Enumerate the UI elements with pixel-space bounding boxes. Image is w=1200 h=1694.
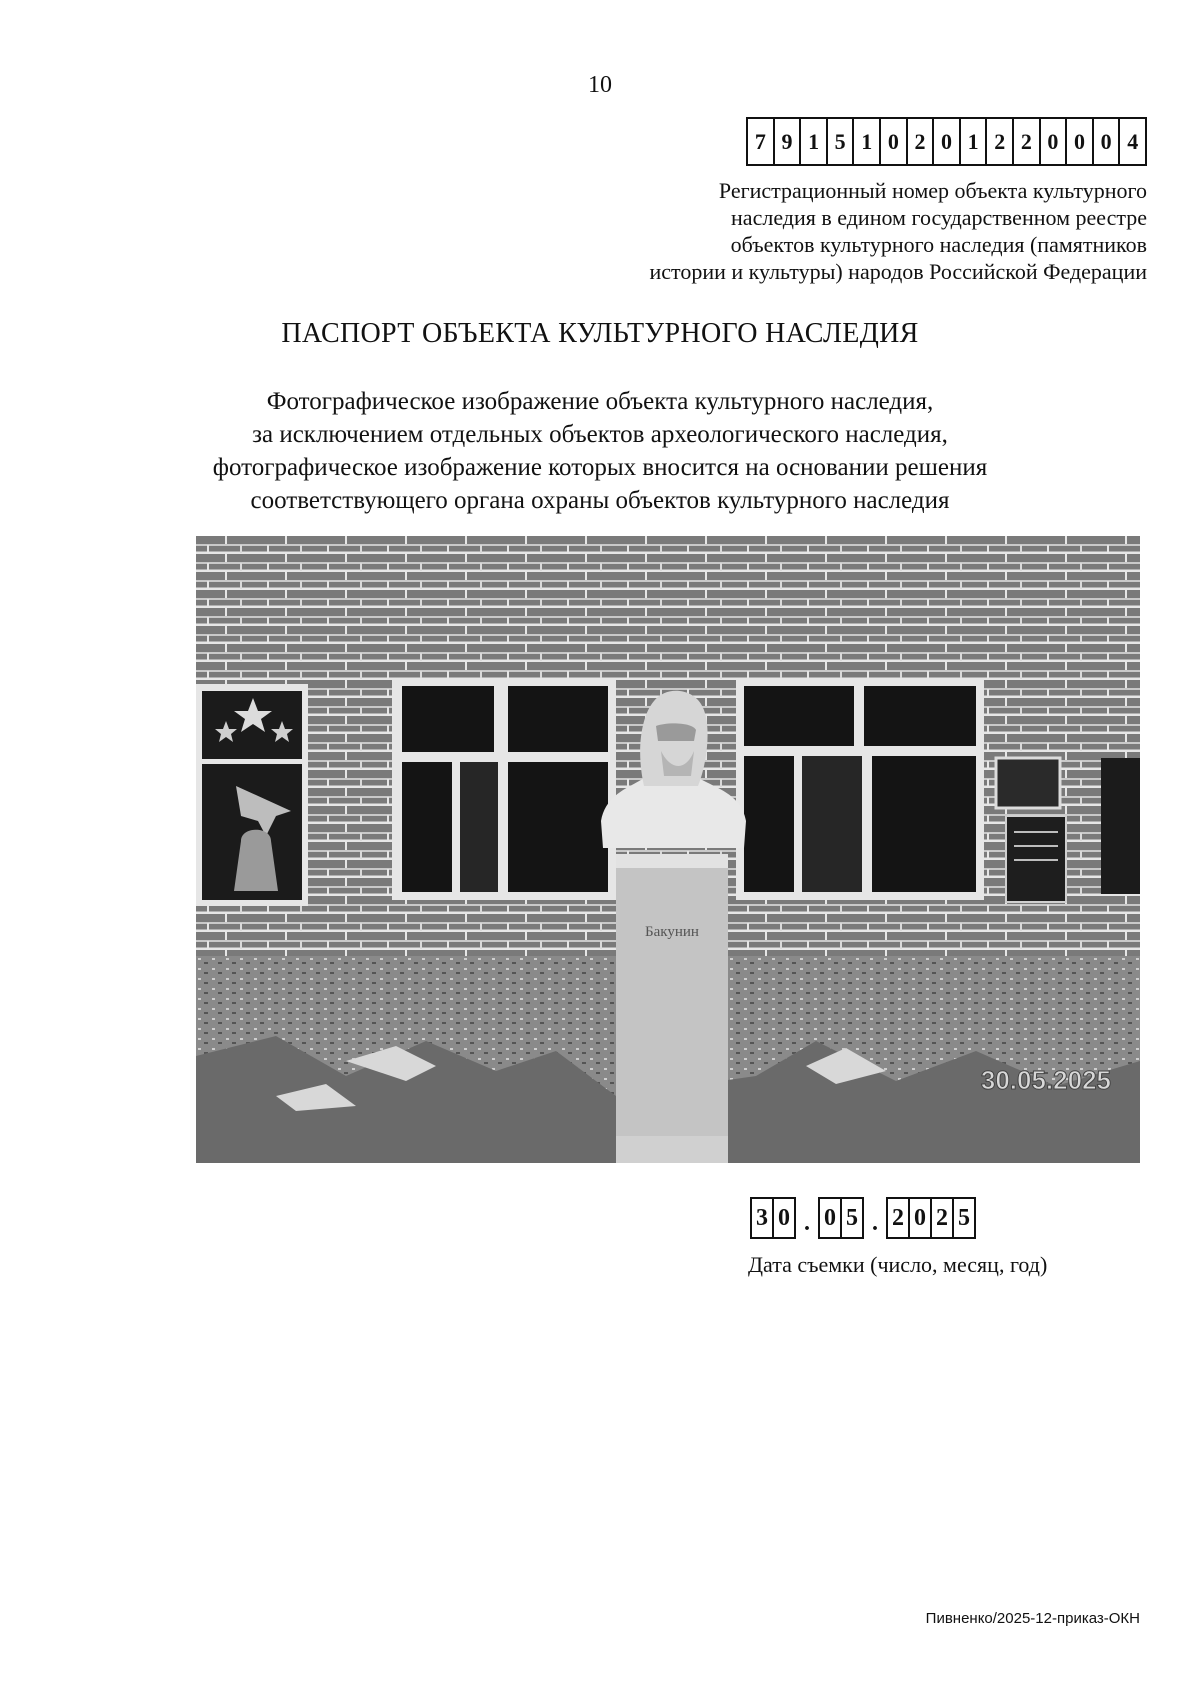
date-digit: 0 [774,1199,796,1237]
shoot-date-boxes [750,1197,976,1239]
date-year-group [886,1197,976,1239]
registration-digit: 0 [934,119,961,164]
date-digit: 0 [910,1199,932,1237]
registration-digit: 7 [748,119,775,164]
date-digit: 5 [842,1199,864,1237]
registration-digit: 1 [854,119,881,164]
window-pane [508,762,608,892]
registration-number-boxes [746,117,1147,166]
date-digit: 2 [932,1199,954,1237]
registration-digit: 0 [881,119,908,164]
registration-digit: 0 [1067,119,1094,164]
registration-digit: 2 [1014,119,1041,164]
registration-caption-line: объектов культурного наследия (памятников [730,232,1147,257]
registration-digit: 1 [801,119,828,164]
registration-digit: 5 [828,119,855,164]
photo-timestamp: 30.05.2025 [980,1065,1111,1095]
registration-digit: 2 [908,119,935,164]
window-pane [864,686,976,746]
date-day-group [750,1197,796,1239]
date-digit: 2 [888,1199,910,1237]
window-pane [744,756,794,892]
registration-digit: 4 [1120,119,1147,164]
date-digit: 3 [752,1199,774,1237]
registration-digit: 1 [961,119,988,164]
monument-photo [196,536,1140,1163]
window-pane [402,762,452,892]
registration-caption-line: наследия в едином государственном реестре [731,205,1147,230]
document-footer-reference: Пивненко/2025-12-приказ-ОКН [925,1610,1140,1627]
window-pane [402,686,494,752]
registration-digit: 2 [987,119,1014,164]
window-pane [872,756,976,892]
window-pane [460,762,498,892]
shoot-date-caption: Дата съемки (число, месяц, год) [748,1252,1048,1277]
memorial-plaque [996,758,1060,808]
date-digit: 0 [820,1199,842,1237]
window-pane [802,756,862,892]
heading-line: фотографическое изображение которых вносится на основании решения [212,454,988,481]
page-number: 10 [588,72,612,98]
registration-caption-line: истории и культуры) народов Российской Федерации [649,259,1147,284]
registration-digit: 0 [1094,119,1121,164]
date-separator: . [804,1210,810,1236]
registration-digit: 0 [1041,119,1068,164]
date-digit: 5 [954,1199,976,1237]
right-window-edge [1101,758,1140,894]
registration-digit: 9 [775,119,802,164]
window-pane [744,686,854,746]
date-month-group [818,1197,864,1239]
window-pane [508,686,608,752]
document-title: ПАСПОРТ ОБЪЕКТА КУЛЬТУРНОГО НАСЛЕДИЯ [281,318,919,349]
heading-line: соответствующего органа охраны объектов культурного наследия [250,487,950,514]
heading-line: Фотографическое изображение объекта культурного наследия, [266,388,934,415]
photo-section-heading [150,385,1050,517]
pedestal-inscription: Бакунин [645,924,699,940]
date-separator: . [872,1210,878,1236]
monument-pedestal [616,854,728,1163]
heading-line: за исключением отдельных объектов археологического наследия, [252,421,948,448]
registration-caption-line: Регистрационный номер объекта культурного [718,178,1147,203]
registration-caption [527,177,1147,285]
